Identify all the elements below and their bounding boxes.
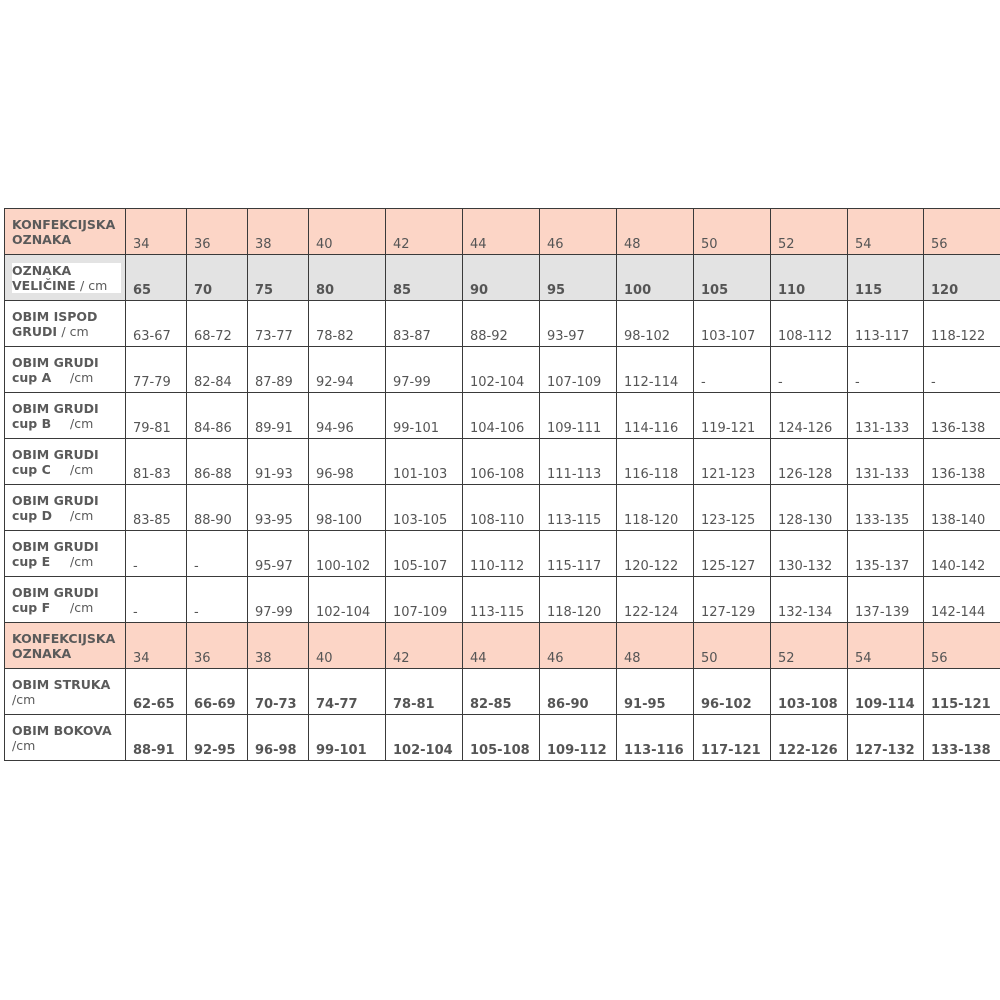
- cell: -: [187, 577, 248, 623]
- row-label: OBIM GRUDI cup B /cm: [5, 393, 126, 439]
- cell: 107-109: [386, 577, 463, 623]
- cell: 83-87: [386, 301, 463, 347]
- cell: 136-138: [924, 393, 1000, 439]
- cell: 103-107: [694, 301, 771, 347]
- cell: 88-91: [126, 715, 187, 761]
- cell: 89-91: [248, 393, 309, 439]
- cell: 122-124: [617, 577, 694, 623]
- cell: 131-133: [848, 393, 924, 439]
- cell: 36: [187, 209, 248, 255]
- cell: 102-104: [309, 577, 386, 623]
- cell: 50: [694, 623, 771, 669]
- cell: 77-79: [126, 347, 187, 393]
- cell: 121-123: [694, 439, 771, 485]
- cell: 96-102: [694, 669, 771, 715]
- cell: 105-107: [386, 531, 463, 577]
- cell: 56: [924, 623, 1000, 669]
- cell: 92-95: [187, 715, 248, 761]
- cell: 94-96: [309, 393, 386, 439]
- cell: 111-113: [540, 439, 617, 485]
- row-label: OBIM ISPOD GRUDI / cm: [5, 301, 126, 347]
- cell: 73-77: [248, 301, 309, 347]
- cell: 113-115: [540, 485, 617, 531]
- row-obim-struka: [5, 669, 1000, 715]
- cell: 86-90: [540, 669, 617, 715]
- cell: 74-77: [309, 669, 386, 715]
- cell: 54: [848, 209, 924, 255]
- size-chart-table: [4, 208, 1000, 761]
- cell: 108-112: [771, 301, 848, 347]
- cell: 117-121: [694, 715, 771, 761]
- cell: 108-110: [463, 485, 540, 531]
- cell: 106-108: [463, 439, 540, 485]
- row-label: OBIM STRUKA /cm: [5, 669, 126, 715]
- cell: 127-132: [848, 715, 924, 761]
- row-label: OBIM GRUDI cup A /cm: [5, 347, 126, 393]
- cell: 82-84: [187, 347, 248, 393]
- cell: 135-137: [848, 531, 924, 577]
- cell: 112-114: [617, 347, 694, 393]
- cell: 48: [617, 623, 694, 669]
- cell: 116-118: [617, 439, 694, 485]
- cell: 102-104: [386, 715, 463, 761]
- row-konfekcijska-oznaka-2: [5, 623, 1000, 669]
- cell: 42: [386, 209, 463, 255]
- cell: 91-93: [248, 439, 309, 485]
- cell: 115-121: [924, 669, 1000, 715]
- row-konfekcijska-oznaka: [5, 209, 1000, 255]
- cell: 118-120: [540, 577, 617, 623]
- cell: 54: [848, 623, 924, 669]
- row-label: OBIM GRUDI cup F /cm: [5, 577, 126, 623]
- cell: 120: [924, 255, 1000, 301]
- cell: 90: [463, 255, 540, 301]
- cell: 99-101: [386, 393, 463, 439]
- cell: 103-108: [771, 669, 848, 715]
- cell: 83-85: [126, 485, 187, 531]
- cell: 88-90: [187, 485, 248, 531]
- cell: 82-85: [463, 669, 540, 715]
- row-obim-bokova: [5, 715, 1000, 761]
- cell: 136-138: [924, 439, 1000, 485]
- cell: 140-142: [924, 531, 1000, 577]
- cell: 96-98: [309, 439, 386, 485]
- row-label: OBIM GRUDI cup E /cm: [5, 531, 126, 577]
- cell: 120-122: [617, 531, 694, 577]
- cell: 109-114: [848, 669, 924, 715]
- cell: 100: [617, 255, 694, 301]
- cell: 132-134: [771, 577, 848, 623]
- cell: 107-109: [540, 347, 617, 393]
- cell: 84-86: [187, 393, 248, 439]
- cell: 104-106: [463, 393, 540, 439]
- cell: 118-120: [617, 485, 694, 531]
- cell: 113-117: [848, 301, 924, 347]
- cell: 92-94: [309, 347, 386, 393]
- cell: 63-67: [126, 301, 187, 347]
- cell: 101-103: [386, 439, 463, 485]
- cell: 52: [771, 623, 848, 669]
- cell: 78-82: [309, 301, 386, 347]
- cell: 126-128: [771, 439, 848, 485]
- row-label: OBIM BOKOVA /cm: [5, 715, 126, 761]
- cell: 95: [540, 255, 617, 301]
- cell: 46: [540, 623, 617, 669]
- cell: 44: [463, 209, 540, 255]
- cell: 118-122: [924, 301, 1000, 347]
- cell: 36: [187, 623, 248, 669]
- cell: 65: [126, 255, 187, 301]
- cell: 81-83: [126, 439, 187, 485]
- cell: 44: [463, 623, 540, 669]
- cell: 103-105: [386, 485, 463, 531]
- cell: 46: [540, 209, 617, 255]
- cell: -: [126, 531, 187, 577]
- cell: 91-95: [617, 669, 694, 715]
- cell: 122-126: [771, 715, 848, 761]
- cell: 113-115: [463, 577, 540, 623]
- row-label: OBIM GRUDI cup D /cm: [5, 485, 126, 531]
- cell: -: [924, 347, 1000, 393]
- cell: 98-100: [309, 485, 386, 531]
- cell: 70-73: [248, 669, 309, 715]
- cell: 125-127: [694, 531, 771, 577]
- cell: 85: [386, 255, 463, 301]
- cell: 133-135: [848, 485, 924, 531]
- cell: 66-69: [187, 669, 248, 715]
- row-label: OZNAKA VELIČINE / cm: [5, 255, 126, 301]
- cell: 48: [617, 209, 694, 255]
- cell: 115-117: [540, 531, 617, 577]
- cell: 87-89: [248, 347, 309, 393]
- cell: 93-95: [248, 485, 309, 531]
- cell: 68-72: [187, 301, 248, 347]
- cell: 86-88: [187, 439, 248, 485]
- cell: 70: [187, 255, 248, 301]
- cell: 96-98: [248, 715, 309, 761]
- cell: 124-126: [771, 393, 848, 439]
- row-obim-grudi-cup-d: [5, 485, 1000, 531]
- cell: 130-132: [771, 531, 848, 577]
- cell: 105: [694, 255, 771, 301]
- cell: 102-104: [463, 347, 540, 393]
- cell: 93-97: [540, 301, 617, 347]
- cell: 62-65: [126, 669, 187, 715]
- cell: 75: [248, 255, 309, 301]
- cell: 40: [309, 209, 386, 255]
- row-obim-grudi-cup-a: [5, 347, 1000, 393]
- row-obim-grudi-cup-f: [5, 577, 1000, 623]
- cell: 52: [771, 209, 848, 255]
- cell: 100-102: [309, 531, 386, 577]
- cell: 97-99: [386, 347, 463, 393]
- cell: 110: [771, 255, 848, 301]
- cell: 109-112: [540, 715, 617, 761]
- cell: 138-140: [924, 485, 1000, 531]
- cell: 105-108: [463, 715, 540, 761]
- cell: 34: [126, 623, 187, 669]
- cell: 78-81: [386, 669, 463, 715]
- row-obim-grudi-cup-c: [5, 439, 1000, 485]
- cell: -: [187, 531, 248, 577]
- cell: 128-130: [771, 485, 848, 531]
- cell: 123-125: [694, 485, 771, 531]
- cell: 88-92: [463, 301, 540, 347]
- cell: 38: [248, 623, 309, 669]
- row-obim-ispod-grudi: [5, 301, 1000, 347]
- cell: 98-102: [617, 301, 694, 347]
- cell: 114-116: [617, 393, 694, 439]
- cell: 95-97: [248, 531, 309, 577]
- cell: 119-121: [694, 393, 771, 439]
- row-oznaka-velicine: [5, 255, 1000, 301]
- cell: 80: [309, 255, 386, 301]
- cell: 115: [848, 255, 924, 301]
- cell: 56: [924, 209, 1000, 255]
- cell: 99-101: [309, 715, 386, 761]
- cell: 133-138: [924, 715, 1000, 761]
- cell: 137-139: [848, 577, 924, 623]
- row-label: OBIM GRUDI cup C /cm: [5, 439, 126, 485]
- cell: -: [694, 347, 771, 393]
- cell: 40: [309, 623, 386, 669]
- cell: -: [771, 347, 848, 393]
- cell: 127-129: [694, 577, 771, 623]
- row-obim-grudi-cup-b: [5, 393, 1000, 439]
- cell: 34: [126, 209, 187, 255]
- row-label: KONFEKCIJSKA OZNAKA: [5, 623, 126, 669]
- cell: 110-112: [463, 531, 540, 577]
- cell: -: [126, 577, 187, 623]
- cell: 142-144: [924, 577, 1000, 623]
- cell: 97-99: [248, 577, 309, 623]
- cell: 113-116: [617, 715, 694, 761]
- cell: 50: [694, 209, 771, 255]
- cell: 109-111: [540, 393, 617, 439]
- cell: 79-81: [126, 393, 187, 439]
- cell: 38: [248, 209, 309, 255]
- cell: 131-133: [848, 439, 924, 485]
- cell: 42: [386, 623, 463, 669]
- row-label: KONFEKCIJSKA OZNAKA: [5, 209, 126, 255]
- cell: -: [848, 347, 924, 393]
- row-obim-grudi-cup-e: [5, 531, 1000, 577]
